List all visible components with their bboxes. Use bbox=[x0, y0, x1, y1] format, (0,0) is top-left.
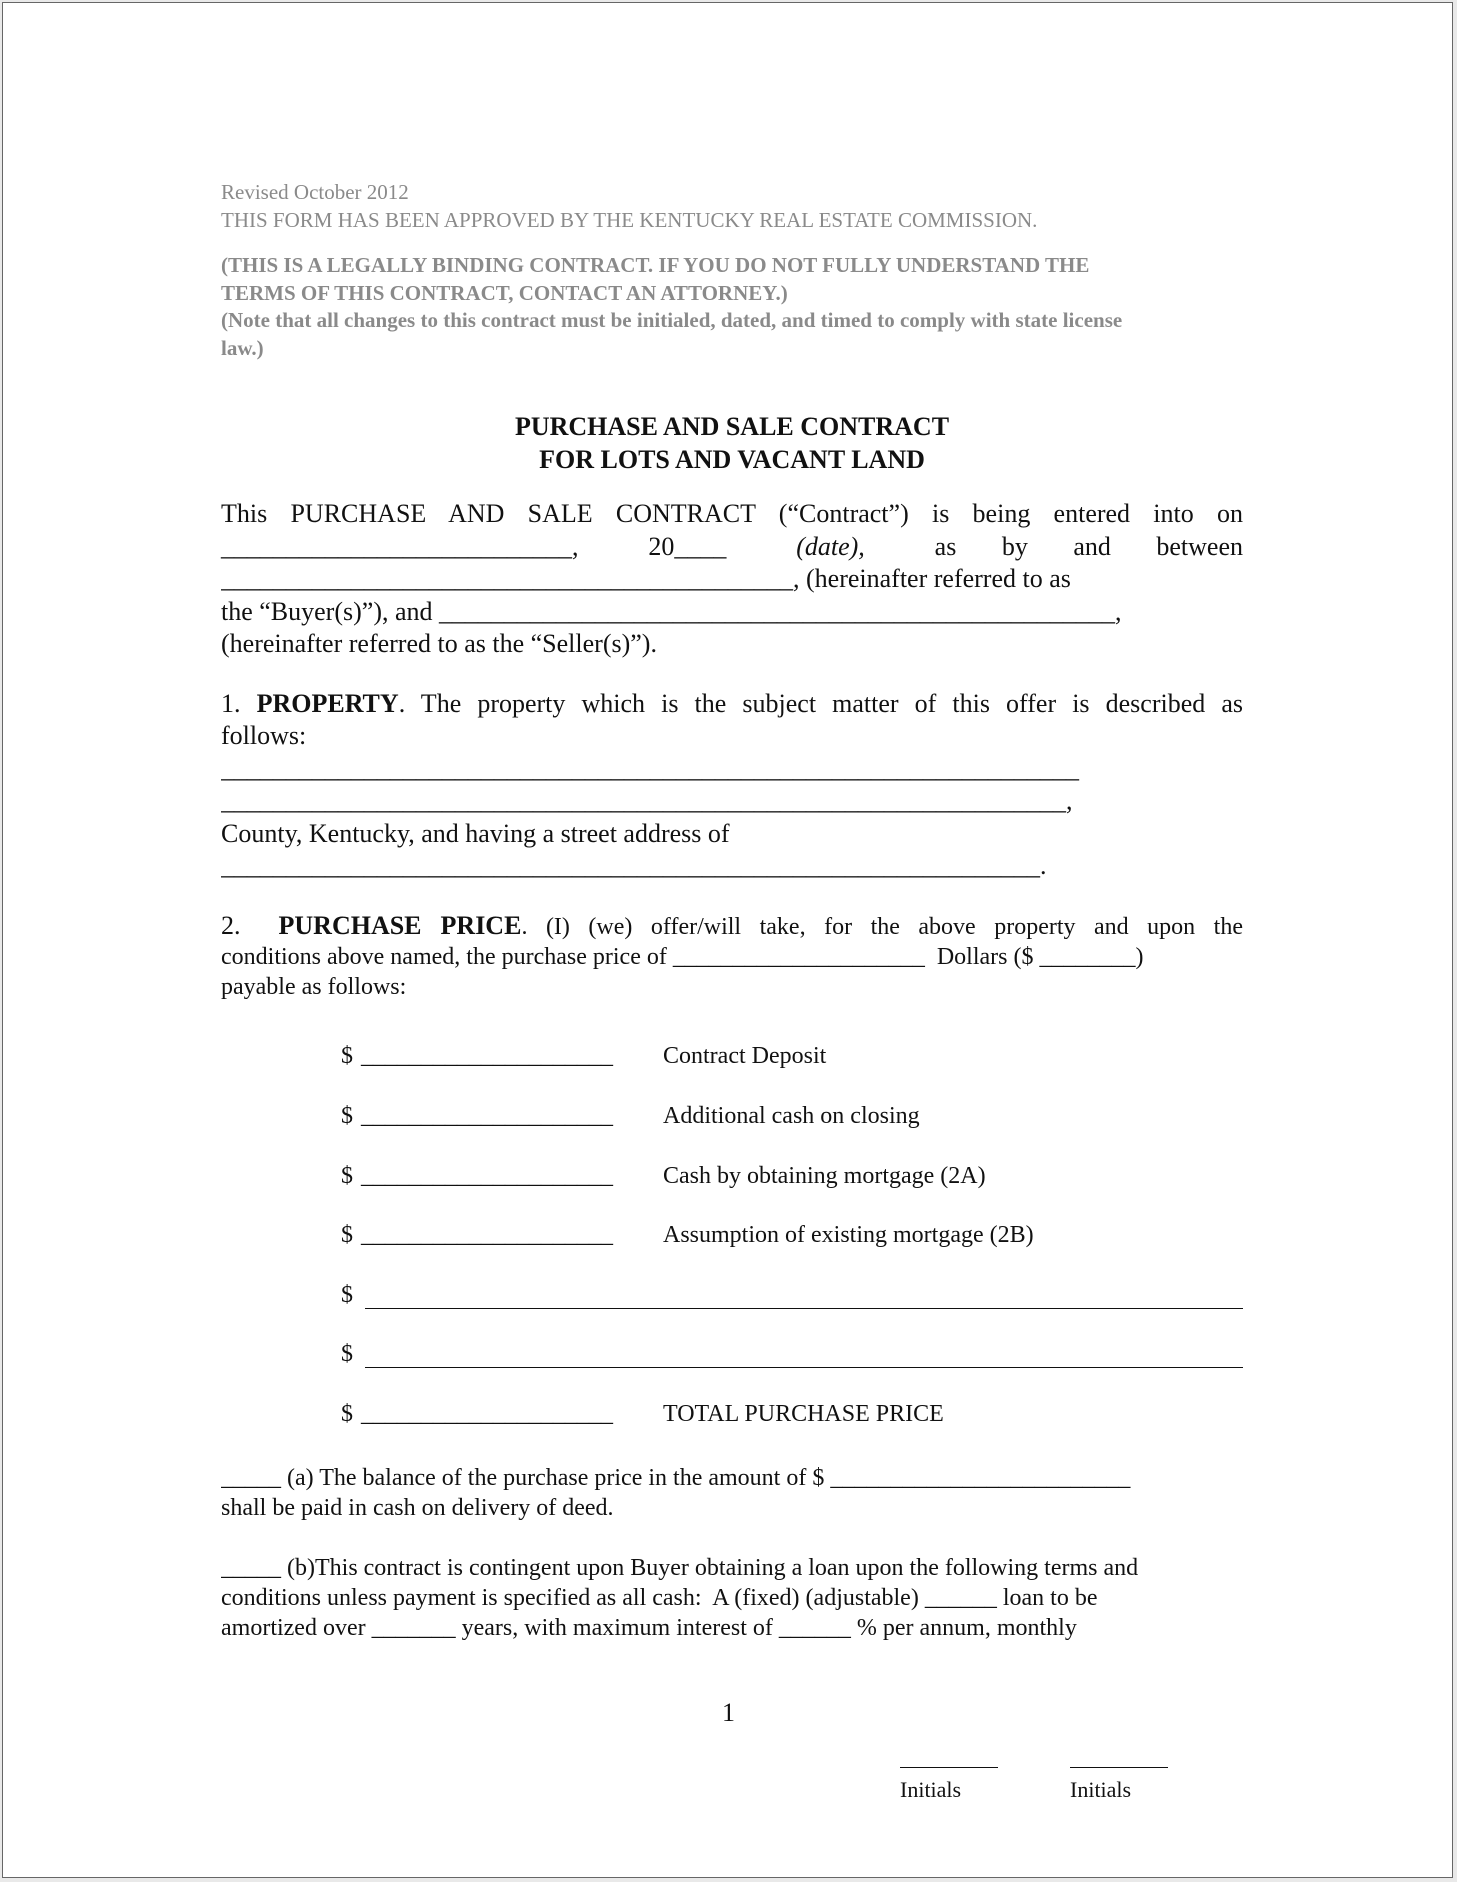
payment-row[interactable] bbox=[341, 1163, 1243, 1190]
purchase-price-heading-line bbox=[221, 910, 1243, 943]
change-note-line-1: (Note that all changes to this contract must be initialed, dated, and timed to comply with state license bbox=[221, 308, 1123, 332]
document-page bbox=[2, 2, 1453, 1878]
section-number: 2. bbox=[221, 910, 241, 940]
date-blank[interactable]: ___________________________, bbox=[221, 531, 579, 561]
dollar-sign: $ bbox=[341, 1282, 353, 1308]
dollar-sign: $ bbox=[341, 1401, 353, 1427]
property-heading: PROPERTY bbox=[256, 688, 399, 718]
county-line: County, Kentucky, and having a street address of bbox=[221, 818, 730, 848]
section-number: 1. bbox=[221, 688, 241, 718]
title-line-1: PURCHASE AND SALE CONTRACT bbox=[514, 412, 950, 441]
payment-row-open[interactable] bbox=[341, 1282, 1243, 1309]
total-label: TOTAL PURCHASE PRICE bbox=[663, 1401, 944, 1427]
title-line-2: FOR LOTS AND VACANT LAND bbox=[539, 445, 925, 474]
dollar-sign: $ bbox=[341, 1341, 353, 1367]
contract-title bbox=[221, 410, 1243, 476]
initials-block-2[interactable] bbox=[1070, 1763, 1168, 1804]
dollar-sign: $ bbox=[341, 1103, 353, 1129]
dollar-sign: $ bbox=[341, 1163, 353, 1189]
approval-note: THIS FORM HAS BEEN APPROVED BY THE KENTUCKY REAL ESTATE COMMISSION. bbox=[221, 207, 1038, 232]
payment-row-open[interactable] bbox=[341, 1341, 1243, 1368]
payment-label: Cash by obtaining mortgage (2A) bbox=[663, 1163, 986, 1189]
initials-block-1[interactable] bbox=[900, 1763, 998, 1804]
initials-label: Initials bbox=[1070, 1777, 1132, 1802]
payment-row[interactable] bbox=[341, 1222, 1243, 1249]
document-body bbox=[221, 179, 1243, 1002]
purchase-price-heading: PURCHASE PRICE bbox=[278, 910, 522, 940]
legal-warning-line-2: TERMS OF THIS CONTRACT, CONTACT AN ATTORNEY.) bbox=[221, 280, 788, 305]
option-a-line-1[interactable]: _____ (a) The balance of the purchase price in the amount of $ _________________________ bbox=[221, 1465, 1131, 1491]
change-note-line-2: law.) bbox=[221, 335, 264, 360]
intro-line-2 bbox=[221, 531, 1243, 564]
amount-blank[interactable]: _____________________ bbox=[361, 1103, 613, 1129]
payment-label: Contract Deposit bbox=[663, 1043, 827, 1069]
initials-line[interactable] bbox=[900, 1763, 998, 1768]
property-text-2: follows: bbox=[221, 721, 307, 750]
purchase-price-line-3: payable as follows: bbox=[221, 974, 407, 1000]
property-blank-1[interactable]: __________________________________________________________________ bbox=[221, 753, 1079, 783]
legal-warning-line-1: (THIS IS A LEGALLY BINDING CONTRACT. IF YOU DO NOT FULLY UNDERSTAND THE bbox=[221, 253, 1090, 277]
buyer-line[interactable]: ____________________________________________, (hereinafter referred to as bbox=[221, 564, 1071, 593]
payment-row[interactable] bbox=[341, 1043, 1243, 1070]
seller-reference: (hereinafter referred to as the “Seller(s)”). bbox=[221, 629, 657, 658]
open-blank[interactable] bbox=[365, 1341, 1243, 1368]
open-blank[interactable] bbox=[365, 1282, 1243, 1309]
property-text: . The property which is the subject matter of this offer is described as bbox=[398, 688, 1243, 718]
payment-row-total[interactable] bbox=[341, 1401, 1243, 1428]
purchase-price-line-2[interactable]: conditions above named, the purchase price of _____________________ Dollars ($ ________) bbox=[221, 944, 1144, 970]
amount-blank[interactable]: _____________________ bbox=[361, 1401, 613, 1427]
option-a-line-2: shall be paid in cash on delivery of deed. bbox=[221, 1495, 614, 1521]
page-number: 1 bbox=[722, 1698, 735, 1727]
payment-label: Assumption of existing mortgage (2B) bbox=[663, 1222, 1034, 1248]
option-b-line-2[interactable]: conditions unless payment is specified as all cash: A (fixed) (adjustable) ______ loan to be bbox=[221, 1585, 1098, 1611]
dollar-sign: $ bbox=[341, 1043, 353, 1069]
between-text: as by and between bbox=[934, 531, 1243, 561]
amount-blank[interactable]: _____________________ bbox=[361, 1043, 613, 1069]
initials-label: Initials bbox=[900, 1777, 962, 1802]
option-b-line-3[interactable]: amortized over _______ years, with maximum interest of ______ % per annum, monthly bbox=[221, 1615, 1077, 1641]
payment-options bbox=[221, 1463, 1243, 1643]
date-label: (date), bbox=[796, 531, 865, 561]
year-blank[interactable]: 20____ bbox=[648, 531, 727, 561]
property-heading-line bbox=[221, 688, 1243, 721]
address-blank[interactable]: _______________________________________________________________. bbox=[221, 851, 1047, 880]
amount-blank[interactable]: _____________________ bbox=[361, 1163, 613, 1189]
property-blank-2[interactable]: _________________________________________________________________, bbox=[221, 786, 1073, 815]
initials-line[interactable] bbox=[1070, 1763, 1168, 1768]
payment-label: Additional cash on closing bbox=[663, 1103, 920, 1129]
option-b-line-1[interactable]: _____ (b)This contract is contingent upon Buyer obtaining a loan upon the following terms and bbox=[221, 1555, 1139, 1581]
intro-line-1: This PURCHASE AND SALE CONTRACT (“Contract”) is being entered into on bbox=[221, 499, 1243, 528]
payment-row[interactable] bbox=[341, 1103, 1243, 1130]
seller-line[interactable]: the “Buyer(s)”), and ____________________________________________________, bbox=[221, 596, 1122, 626]
purchase-price-text: . (I) (we) offer/will take, for the above property and upon the bbox=[521, 913, 1243, 940]
amount-blank[interactable]: _____________________ bbox=[361, 1222, 613, 1248]
dollar-sign: $ bbox=[341, 1222, 353, 1248]
revision-note: Revised October 2012 bbox=[221, 180, 409, 204]
